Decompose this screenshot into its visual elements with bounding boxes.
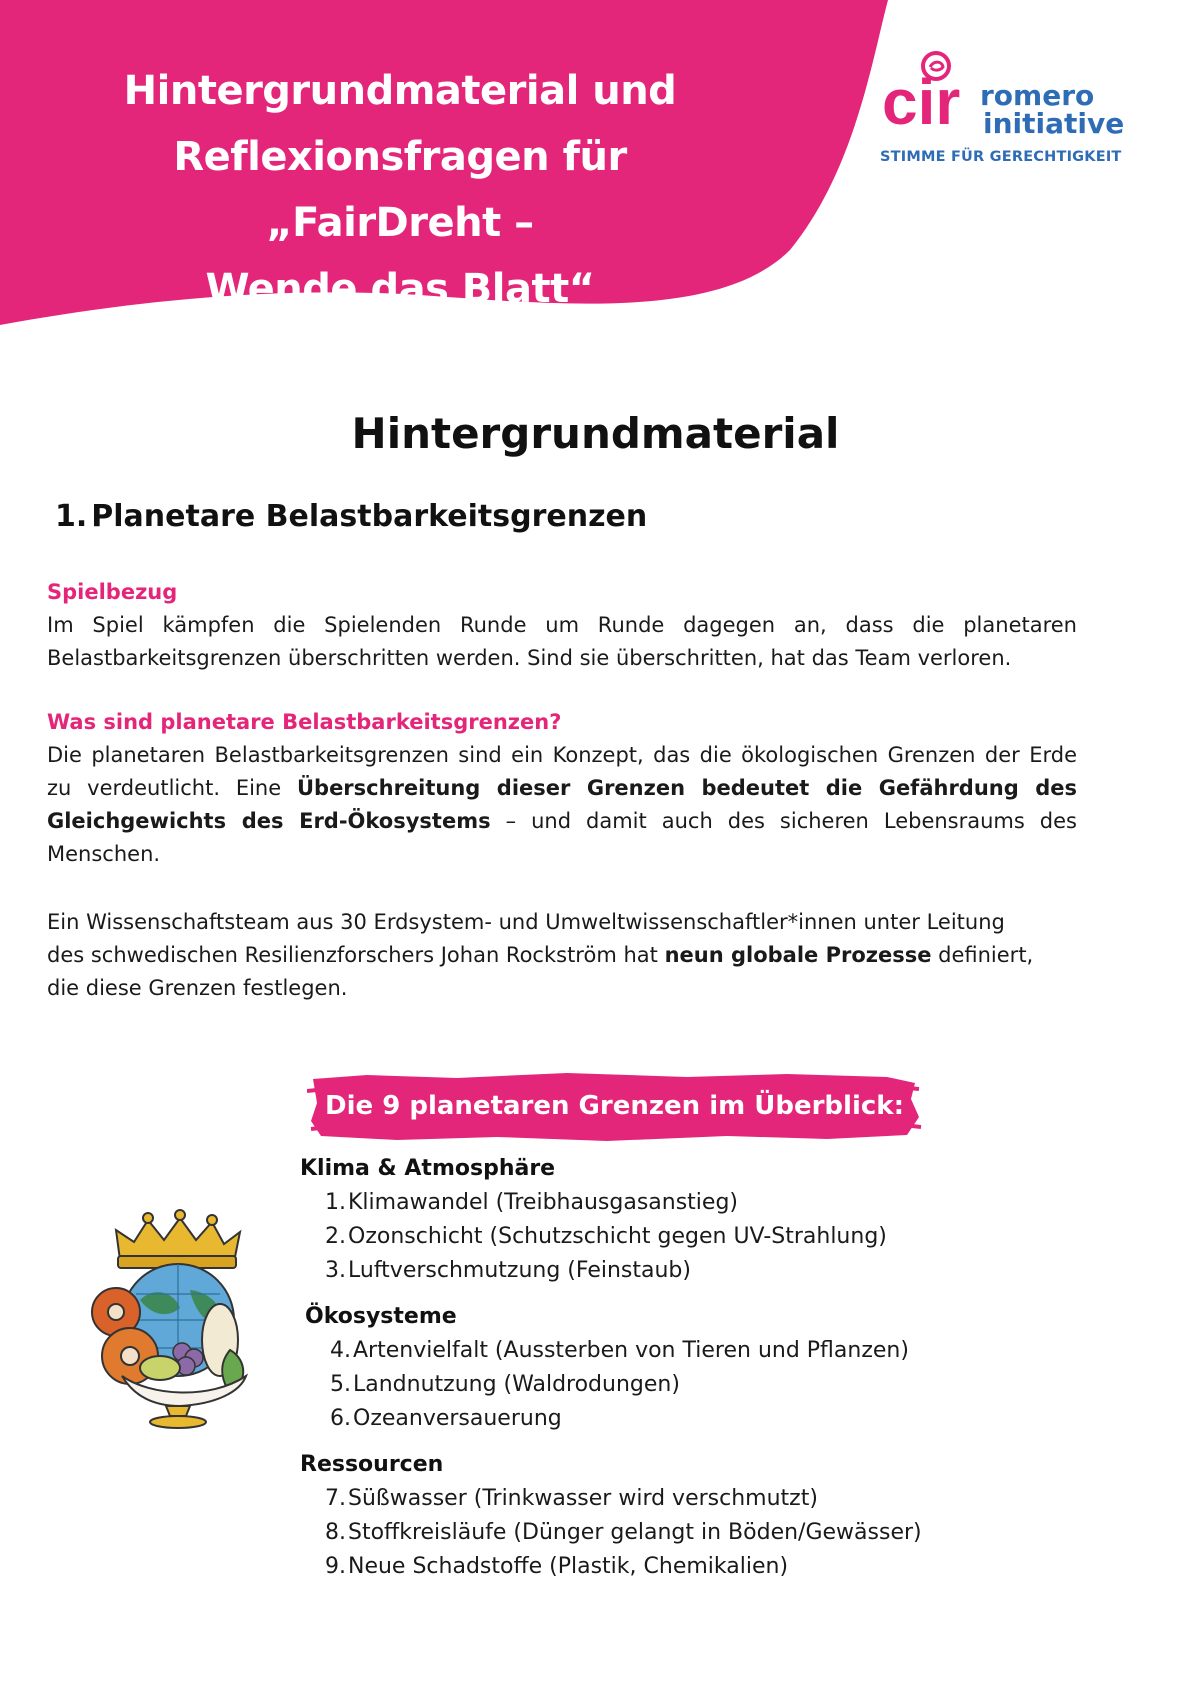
spielbezug-heading: Spielbezug — [47, 580, 178, 604]
banner-label: Die 9 planetaren Grenzen im Überblick: — [325, 1091, 904, 1121]
document-title — [60, 58, 740, 322]
list-item — [318, 1550, 1060, 1584]
group-title: Ökosysteme — [305, 1304, 457, 1329]
logo-mark-text: cir — [882, 66, 961, 138]
definition-text — [47, 739, 1077, 871]
group-oekosysteme — [300, 1300, 1060, 1436]
list-item — [318, 1482, 1060, 1516]
item-number: 3. — [325, 1258, 346, 1283]
team-line-emphasis: neun globale Prozesse — [664, 943, 932, 967]
title-line: Hintergrundmaterial und — [123, 68, 677, 114]
section-number: 1. — [55, 499, 88, 534]
group-title: Ressourcen — [300, 1452, 444, 1477]
item-number: 7. — [325, 1486, 346, 1511]
item-text: Artenvielfalt (Aussterben von Tieren und Pflanzen) — [353, 1338, 909, 1363]
item-number: 9. — [325, 1554, 346, 1579]
item-text: Landnutzung (Waldrodungen) — [353, 1372, 680, 1397]
item-number: 1. — [325, 1190, 346, 1215]
spielbezug-text: Im Spiel kämpfen die Spielenden Runde um Runde dagegen an, dass die planetaren Belastbarkeitsgrenzen überschritten werden. Sind sie überschritten, hat das Team verloren. — [47, 613, 1077, 670]
overview-banner — [307, 1069, 922, 1145]
team-line-end: definiert, — [931, 943, 1034, 967]
spielbezug-block — [47, 576, 1077, 675]
cir-logo-mark-icon — [880, 50, 980, 140]
list-item — [318, 1516, 1060, 1550]
definition-text-end: – und damit auch des sicheren Lebensraums des Menschen. — [47, 809, 1077, 866]
logo-claim: STIMME FÜR GERECHTIGKEIT — [880, 149, 1122, 165]
definition-block — [47, 706, 1077, 871]
list-item — [323, 1334, 1060, 1368]
group-klima — [300, 1152, 1060, 1288]
team-line-start: des schwedischen Resilienzforschers Johan Rockström hat — [47, 943, 665, 967]
list-item — [323, 1368, 1060, 1402]
item-text: Luftverschmutzung (Feinstaub) — [348, 1258, 691, 1283]
list-item — [323, 1402, 1060, 1436]
team-line: Ein Wissenschaftsteam aus 30 Erdsystem- und Umweltwissenschaftler*innen unter Leitung — [47, 910, 1005, 934]
item-text: Klimawandel (Treibhausgasanstieg) — [348, 1190, 738, 1215]
section-title: Planetare Belastbarkeitsgrenzen — [91, 499, 648, 534]
item-text: Ozonschicht (Schutzschicht gegen UV-Strahlung) — [348, 1224, 887, 1249]
logo-name-line1: romero — [980, 79, 1095, 112]
item-text: Neue Schadstoffe (Plastik, Chemikalien) — [348, 1554, 789, 1579]
title-line: „FairDreht – — [266, 200, 534, 246]
item-text: Ozeanversauerung — [353, 1406, 562, 1431]
item-number: 8. — [325, 1520, 346, 1545]
list-item — [318, 1186, 1060, 1220]
item-number: 4. — [330, 1338, 351, 1363]
team-line — [47, 939, 1077, 972]
title-line: Reflexionsfragen für — [173, 134, 627, 180]
title-line: Wende das Blatt“ — [205, 266, 595, 312]
item-number: 6. — [330, 1406, 351, 1431]
definition-text-start: Die planetaren Belastbarkeitsgrenzen sind ein Konzept, das die ökologischen Grenzen der Erde zu verdeutlicht. Eine — [47, 743, 1077, 800]
logo-name-line2: initiative — [983, 107, 1125, 140]
list-item — [318, 1220, 1060, 1254]
team-paragraph — [47, 906, 1077, 1005]
item-text: Stoffkreisläufe (Dünger gelangt in Böden/Gewässer) — [348, 1520, 922, 1545]
team-line: die diese Grenzen festlegen. — [47, 976, 348, 1000]
group-ressourcen — [300, 1448, 1060, 1584]
crowned-globe-emblem-icon — [70, 1200, 270, 1430]
list-item — [318, 1254, 1060, 1288]
romero-initiative-logo — [880, 50, 1140, 170]
item-text: Süßwasser (Trinkwasser wird verschmutzt) — [348, 1486, 818, 1511]
main-heading: Hintergrundmaterial — [351, 409, 840, 458]
definition-heading: Was sind planetare Belastbarkeitsgrenzen? — [47, 710, 562, 734]
planetary-boundaries-list — [300, 1152, 1060, 1584]
item-number: 2. — [325, 1224, 346, 1249]
section-heading — [55, 497, 647, 537]
item-number: 5. — [330, 1372, 351, 1397]
definition-text-emphasis: Überschreitung dieser Grenzen bedeutet die Gefährdung des Gleichgewichts des Erd-Ökosystems — [47, 776, 1077, 833]
group-title: Klima & Atmosphäre — [300, 1156, 556, 1181]
